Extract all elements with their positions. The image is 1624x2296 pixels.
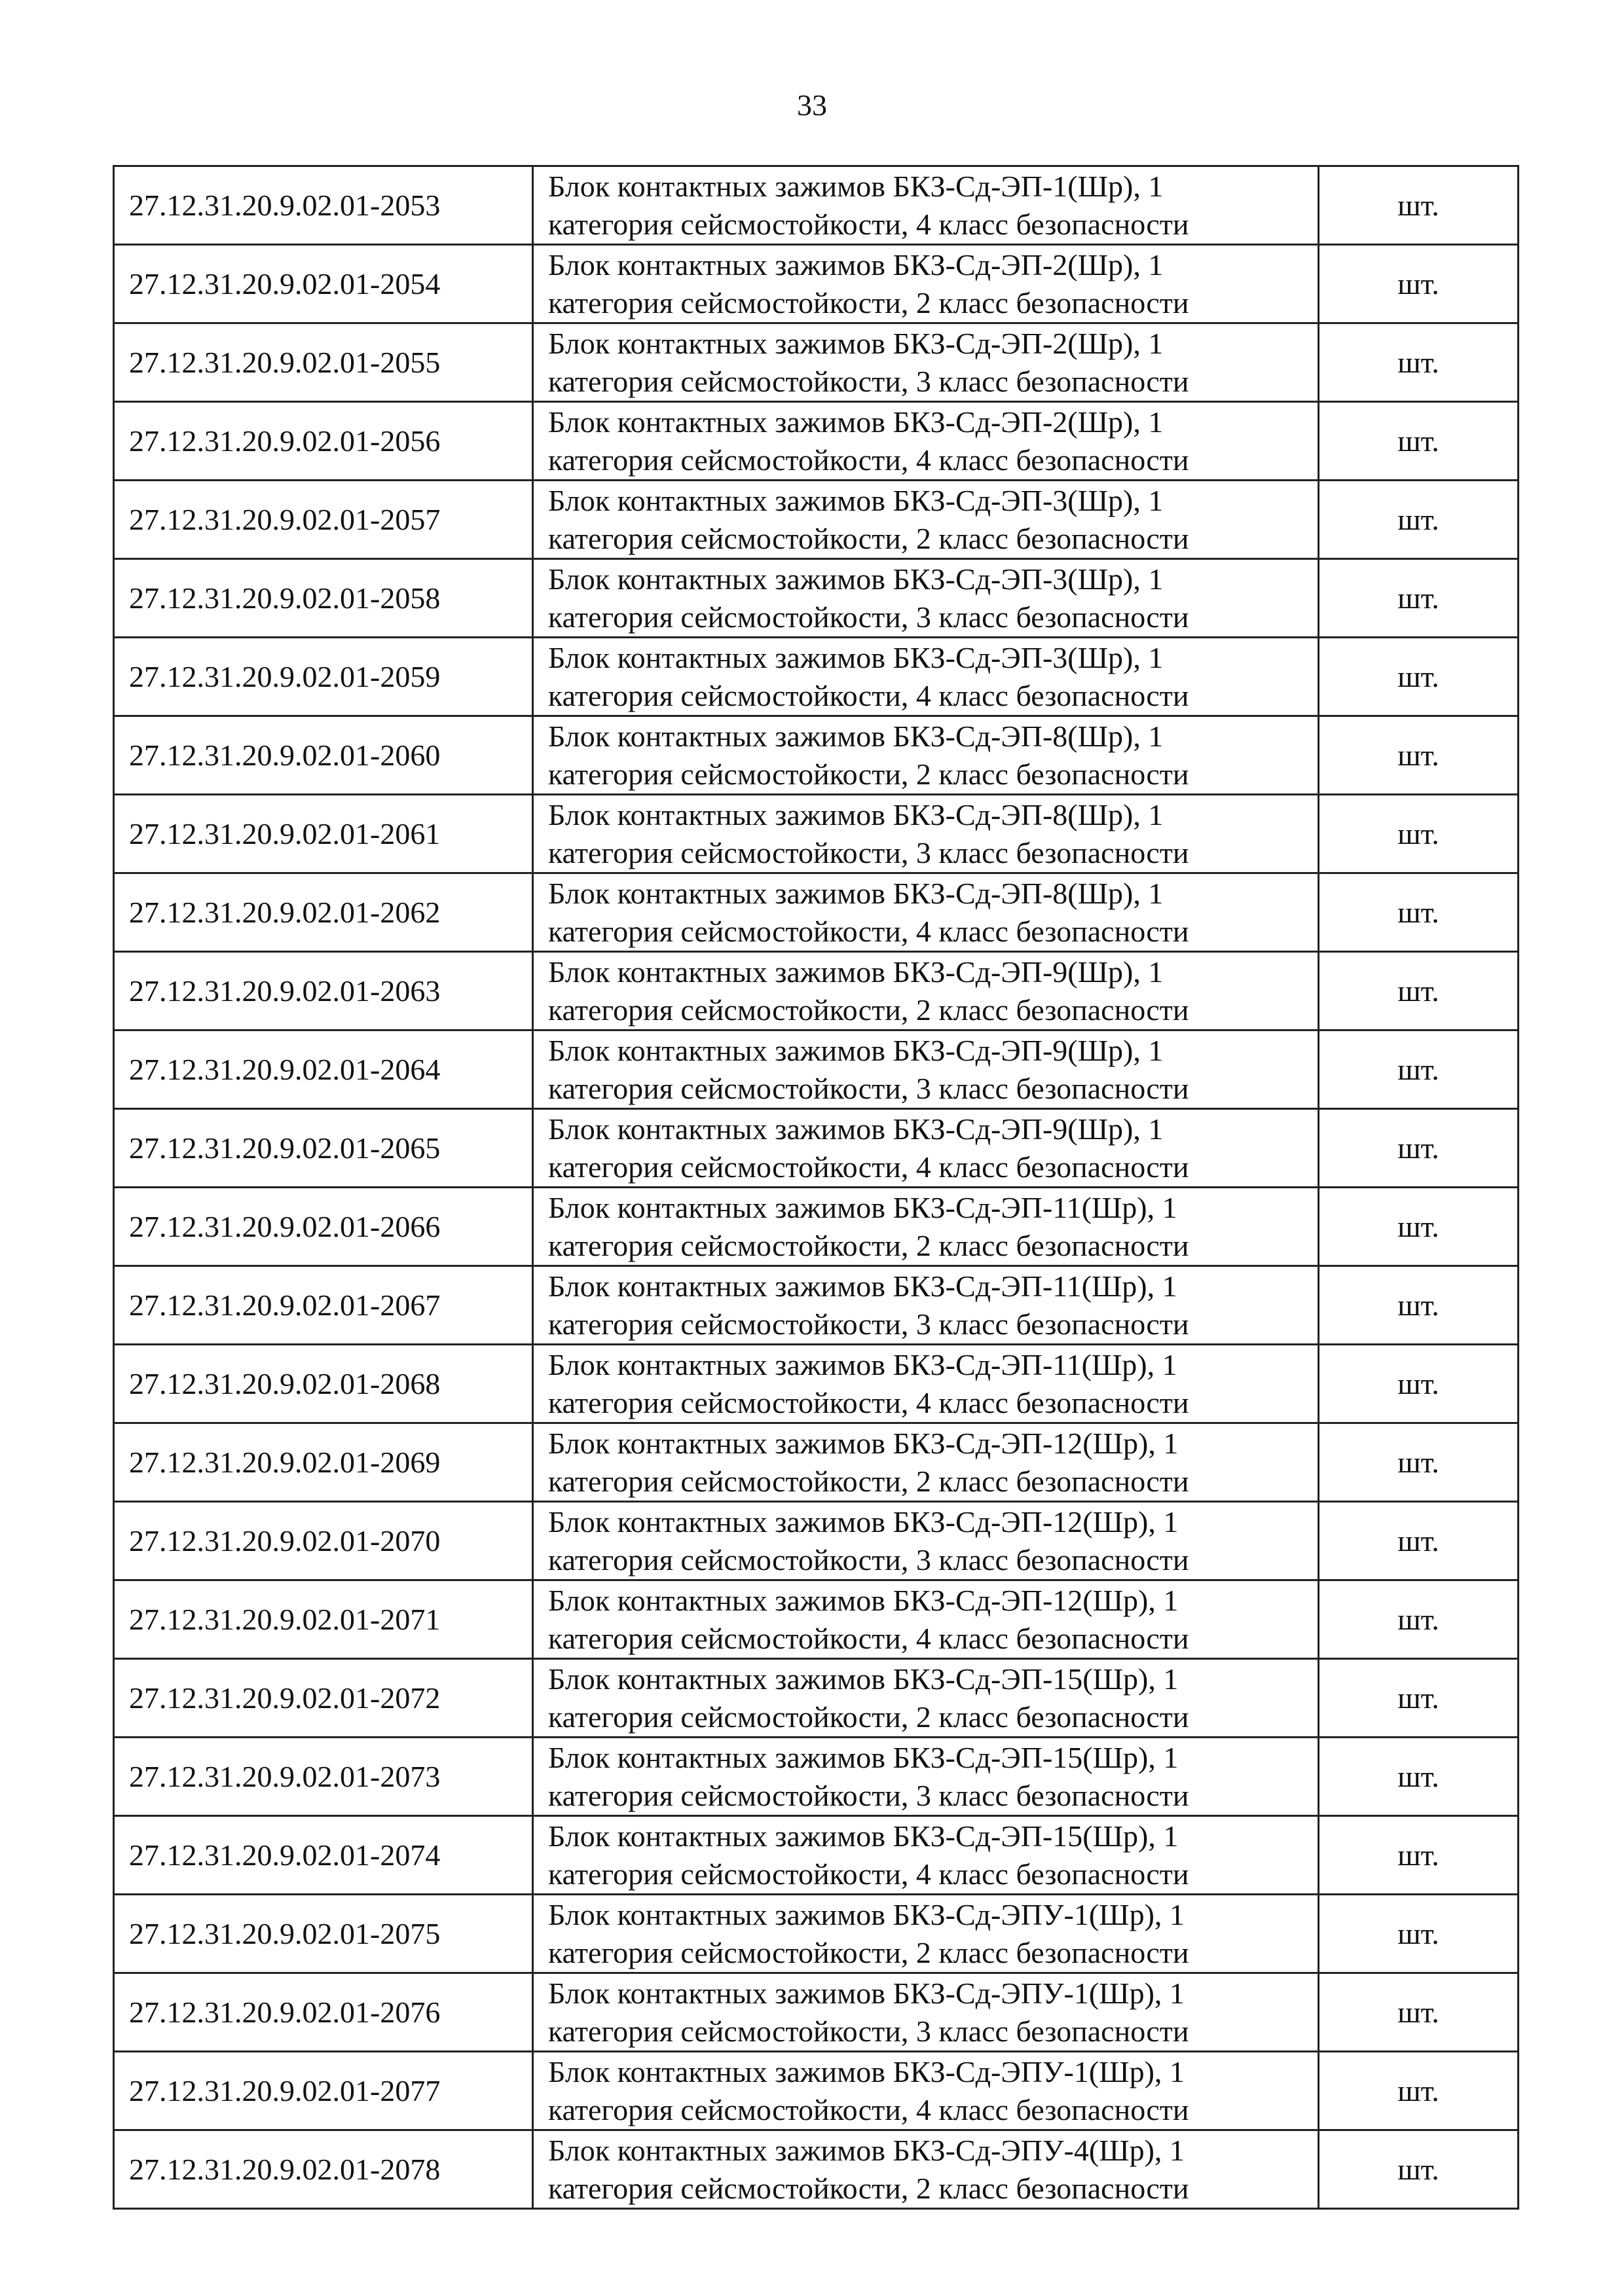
resource-name-line-2: категория сейсмостойкости, 2 класс безопасности xyxy=(548,285,1189,319)
resource-code: 27.12.31.20.9.02.01-2060 xyxy=(114,716,533,795)
resource-name-line-2: категория сейсмостойкости, 3 класс безопасности xyxy=(548,835,1189,869)
resource-name xyxy=(533,716,1319,795)
unit-of-measure: шт. xyxy=(1319,1423,1519,1502)
resource-code: 27.12.31.20.9.02.01-2074 xyxy=(114,1816,533,1895)
resource-name-line-1: Блок контактных зажимов БКЗ-Сд-ЭПУ-1(Шр), 1 xyxy=(548,2054,1185,2088)
resource-name xyxy=(533,1266,1319,1345)
resource-code: 27.12.31.20.9.02.01-2056 xyxy=(114,402,533,481)
table-row xyxy=(114,1266,1519,1345)
unit-of-measure: шт. xyxy=(1319,245,1519,323)
unit-of-measure: шт. xyxy=(1319,166,1519,245)
resource-name xyxy=(533,1973,1319,2052)
unit-of-measure: шт. xyxy=(1319,481,1519,559)
resource-table xyxy=(113,165,1519,2210)
resource-name-line-2: категория сейсмостойкости, 2 класс безопасности xyxy=(548,1700,1189,1734)
table-body xyxy=(114,166,1519,2209)
resource-name xyxy=(533,481,1319,559)
table-row xyxy=(114,323,1519,402)
resource-name-line-1: Блок контактных зажимов БКЗ-Сд-ЭП-11(Шр), 1 xyxy=(548,1190,1177,1224)
page-number: 33 xyxy=(797,88,827,122)
unit-of-measure: шт. xyxy=(1319,1895,1519,1973)
resource-name xyxy=(533,1423,1319,1502)
resource-name-line-1: Блок контактных зажимов БКЗ-Сд-ЭПУ-4(Шр), 1 xyxy=(548,2133,1185,2167)
resource-name-line-2: категория сейсмостойкости, 2 класс безопасности xyxy=(548,521,1189,555)
resource-name-line-2: категория сейсмостойкости, 2 класс безопасности xyxy=(548,1464,1189,1498)
table-row xyxy=(114,638,1519,716)
unit-of-measure: шт. xyxy=(1319,1109,1519,1188)
table-row xyxy=(114,166,1519,245)
table-row xyxy=(114,795,1519,873)
resource-name-line-1: Блок контактных зажимов БКЗ-Сд-ЭП-8(Шр), 1 xyxy=(548,797,1164,831)
resource-name-line-2: категория сейсмостойкости, 3 класс безопасности xyxy=(548,1542,1189,1576)
resource-code: 27.12.31.20.9.02.01-2055 xyxy=(114,323,533,402)
resource-name xyxy=(533,1895,1319,1973)
resource-name xyxy=(533,1030,1319,1109)
resource-name-line-1: Блок контактных зажимов БКЗ-Сд-ЭП-9(Шр), 1 xyxy=(548,1112,1164,1146)
table-row xyxy=(114,1188,1519,1266)
unit-of-measure: шт. xyxy=(1319,952,1519,1030)
table-row xyxy=(114,481,1519,559)
resource-name-line-2: категория сейсмостойкости, 2 класс безопасности xyxy=(548,1935,1189,1969)
resource-name-line-1: Блок контактных зажимов БКЗ-Сд-ЭП-2(Шр), 1 xyxy=(548,326,1164,360)
unit-of-measure: шт. xyxy=(1319,873,1519,952)
resource-code: 27.12.31.20.9.02.01-2076 xyxy=(114,1973,533,2052)
table-row xyxy=(114,2052,1519,2130)
unit-of-measure: шт. xyxy=(1319,1188,1519,1266)
resource-name xyxy=(533,1345,1319,1423)
table-row xyxy=(114,1659,1519,1738)
resource-name-line-1: Блок контактных зажимов БКЗ-Сд-ЭП-3(Шр), 1 xyxy=(548,483,1164,517)
table-row xyxy=(114,402,1519,481)
unit-of-measure: шт. xyxy=(1319,2130,1519,2209)
resource-name xyxy=(533,873,1319,952)
resource-name-line-2: категория сейсмостойкости, 4 класс безопасности xyxy=(548,1385,1189,1419)
resource-name-line-1: Блок контактных зажимов БКЗ-Сд-ЭП-11(Шр), 1 xyxy=(548,1269,1177,1303)
unit-of-measure: шт. xyxy=(1319,2052,1519,2130)
resource-code: 27.12.31.20.9.02.01-2078 xyxy=(114,2130,533,2209)
table-row xyxy=(114,716,1519,795)
resource-name-line-2: категория сейсмостойкости, 2 класс безопасности xyxy=(548,2171,1189,2205)
unit-of-measure: шт. xyxy=(1319,716,1519,795)
resource-name-line-1: Блок контактных зажимов БКЗ-Сд-ЭП-3(Шр), 1 xyxy=(548,640,1164,674)
resource-name-line-2: категория сейсмостойкости, 4 класс безопасности xyxy=(548,443,1189,477)
unit-of-measure: шт. xyxy=(1319,1816,1519,1895)
unit-of-measure: шт. xyxy=(1319,323,1519,402)
resource-code: 27.12.31.20.9.02.01-2063 xyxy=(114,952,533,1030)
unit-of-measure: шт. xyxy=(1319,402,1519,481)
resource-code: 27.12.31.20.9.02.01-2070 xyxy=(114,1502,533,1580)
resource-code: 27.12.31.20.9.02.01-2071 xyxy=(114,1580,533,1659)
resource-name xyxy=(533,1109,1319,1188)
resource-name-line-2: категория сейсмостойкости, 4 класс безопасности xyxy=(548,1621,1189,1655)
resource-code: 27.12.31.20.9.02.01-2064 xyxy=(114,1030,533,1109)
unit-of-measure: шт. xyxy=(1319,1580,1519,1659)
resource-code: 27.12.31.20.9.02.01-2068 xyxy=(114,1345,533,1423)
table-row xyxy=(114,559,1519,638)
unit-of-measure: шт. xyxy=(1319,559,1519,638)
resource-name-line-2: категория сейсмостойкости, 2 класс безопасности xyxy=(548,1228,1189,1262)
resource-name xyxy=(533,402,1319,481)
resource-name-line-1: Блок контактных зажимов БКЗ-Сд-ЭП-9(Шр), 1 xyxy=(548,955,1164,989)
unit-of-measure: шт. xyxy=(1319,1738,1519,1816)
resource-name xyxy=(533,1659,1319,1738)
resource-name xyxy=(533,795,1319,873)
resource-name xyxy=(533,559,1319,638)
table-row xyxy=(114,1895,1519,1973)
resource-code: 27.12.31.20.9.02.01-2057 xyxy=(114,481,533,559)
unit-of-measure: шт. xyxy=(1319,795,1519,873)
unit-of-measure: шт. xyxy=(1319,1266,1519,1345)
resource-code: 27.12.31.20.9.02.01-2073 xyxy=(114,1738,533,1816)
resource-name-line-2: категория сейсмостойкости, 3 класс безопасности xyxy=(548,1778,1189,1812)
unit-of-measure: шт. xyxy=(1319,1345,1519,1423)
resource-name xyxy=(533,1502,1319,1580)
resource-name-line-1: Блок контактных зажимов БКЗ-Сд-ЭП-3(Шр), 1 xyxy=(548,562,1164,596)
resource-code: 27.12.31.20.9.02.01-2072 xyxy=(114,1659,533,1738)
resource-name-line-1: Блок контактных зажимов БКЗ-Сд-ЭП-2(Шр), 1 xyxy=(548,405,1164,439)
resource-code: 27.12.31.20.9.02.01-2066 xyxy=(114,1188,533,1266)
unit-of-measure: шт. xyxy=(1319,1030,1519,1109)
resource-name-line-2: категория сейсмостойкости, 3 класс безопасности xyxy=(548,1071,1189,1105)
resource-name xyxy=(533,952,1319,1030)
resource-name-line-1: Блок контактных зажимов БКЗ-Сд-ЭП-11(Шр), 1 xyxy=(548,1347,1177,1381)
table-row xyxy=(114,1109,1519,1188)
table-row xyxy=(114,2130,1519,2209)
resource-name-line-1: Блок контактных зажимов БКЗ-Сд-ЭП-15(Шр), 1 xyxy=(548,1819,1179,1853)
resource-name-line-1: Блок контактных зажимов БКЗ-Сд-ЭП-15(Шр), 1 xyxy=(548,1740,1179,1774)
resource-name-line-2: категория сейсмостойкости, 2 класс безопасности xyxy=(548,993,1189,1027)
resource-name-line-2: категория сейсмостойкости, 4 класс безопасности xyxy=(548,914,1189,948)
resource-code: 27.12.31.20.9.02.01-2053 xyxy=(114,166,533,245)
resource-name-line-1: Блок контактных зажимов БКЗ-Сд-ЭП-15(Шр), 1 xyxy=(548,1662,1179,1696)
resource-name-line-2: категория сейсмостойкости, 4 класс безопасности xyxy=(548,207,1189,241)
resource-code: 27.12.31.20.9.02.01-2059 xyxy=(114,638,533,716)
resource-name-line-1: Блок контактных зажимов БКЗ-Сд-ЭП-1(Шр), 1 xyxy=(548,169,1164,203)
unit-of-measure: шт. xyxy=(1319,1973,1519,2052)
resource-name xyxy=(533,1738,1319,1816)
resource-name-line-1: Блок контактных зажимов БКЗ-Сд-ЭП-8(Шр), 1 xyxy=(548,876,1164,910)
table-row xyxy=(114,245,1519,323)
resource-name xyxy=(533,638,1319,716)
resource-name xyxy=(533,1188,1319,1266)
resource-code: 27.12.31.20.9.02.01-2062 xyxy=(114,873,533,952)
table-row xyxy=(114,1423,1519,1502)
resource-name-line-2: категория сейсмостойкости, 3 класс безопасности xyxy=(548,1307,1189,1341)
resource-code: 27.12.31.20.9.02.01-2069 xyxy=(114,1423,533,1502)
resource-code: 27.12.31.20.9.02.01-2054 xyxy=(114,245,533,323)
resource-code: 27.12.31.20.9.02.01-2065 xyxy=(114,1109,533,1188)
resource-name xyxy=(533,2130,1319,2209)
resource-name xyxy=(533,166,1319,245)
resource-name-line-2: категория сейсмостойкости, 4 класс безопасности xyxy=(548,678,1189,712)
unit-of-measure: шт. xyxy=(1319,1502,1519,1580)
table-row xyxy=(114,1973,1519,2052)
resource-name xyxy=(533,245,1319,323)
table-row xyxy=(114,1580,1519,1659)
resource-code: 27.12.31.20.9.02.01-2058 xyxy=(114,559,533,638)
resource-name xyxy=(533,2052,1319,2130)
resource-code: 27.12.31.20.9.02.01-2077 xyxy=(114,2052,533,2130)
table-row xyxy=(114,1345,1519,1423)
resource-name-line-2: категория сейсмостойкости, 3 класс безопасности xyxy=(548,2014,1189,2048)
resource-name-line-1: Блок контактных зажимов БКЗ-Сд-ЭП-2(Шр), 1 xyxy=(548,247,1164,282)
resource-name-line-1: Блок контактных зажимов БКЗ-Сд-ЭП-12(Шр), 1 xyxy=(548,1426,1179,1460)
resource-code: 27.12.31.20.9.02.01-2075 xyxy=(114,1895,533,1973)
resource-name-line-1: Блок контактных зажимов БКЗ-Сд-ЭП-12(Шр), 1 xyxy=(548,1504,1179,1539)
table-row xyxy=(114,1816,1519,1895)
resource-name xyxy=(533,1816,1319,1895)
resource-name-line-1: Блок контактных зажимов БКЗ-Сд-ЭП-8(Шр), 1 xyxy=(548,719,1164,753)
table-row xyxy=(114,1502,1519,1580)
resource-name-line-2: категория сейсмостойкости, 2 класс безопасности xyxy=(548,757,1189,791)
resource-name-line-1: Блок контактных зажимов БКЗ-Сд-ЭПУ-1(Шр), 1 xyxy=(548,1897,1185,1931)
table-row xyxy=(114,952,1519,1030)
table-row xyxy=(114,873,1519,952)
table-row xyxy=(114,1030,1519,1109)
resource-name-line-1: Блок контактных зажимов БКЗ-Сд-ЭПУ-1(Шр), 1 xyxy=(548,1976,1185,2010)
resource-name-line-2: категория сейсмостойкости, 3 класс безопасности xyxy=(548,600,1189,634)
unit-of-measure: шт. xyxy=(1319,1659,1519,1738)
resource-code: 27.12.31.20.9.02.01-2067 xyxy=(114,1266,533,1345)
resource-name-line-2: категория сейсмостойкости, 4 класс безопасности xyxy=(548,1857,1189,1891)
table-row xyxy=(114,1738,1519,1816)
resource-code: 27.12.31.20.9.02.01-2061 xyxy=(114,795,533,873)
resource-name-line-2: категория сейсмостойкости, 4 класс безопасности xyxy=(548,2092,1189,2126)
resource-name xyxy=(533,323,1319,402)
resource-name-line-2: категория сейсмостойкости, 4 класс безопасности xyxy=(548,1150,1189,1184)
resource-name xyxy=(533,1580,1319,1659)
resource-name-line-1: Блок контактных зажимов БКЗ-Сд-ЭП-12(Шр), 1 xyxy=(548,1583,1179,1617)
unit-of-measure: шт. xyxy=(1319,638,1519,716)
resource-name-line-2: категория сейсмостойкости, 3 класс безопасности xyxy=(548,364,1189,398)
resource-name-line-1: Блок контактных зажимов БКЗ-Сд-ЭП-9(Шр), 1 xyxy=(548,1033,1164,1067)
